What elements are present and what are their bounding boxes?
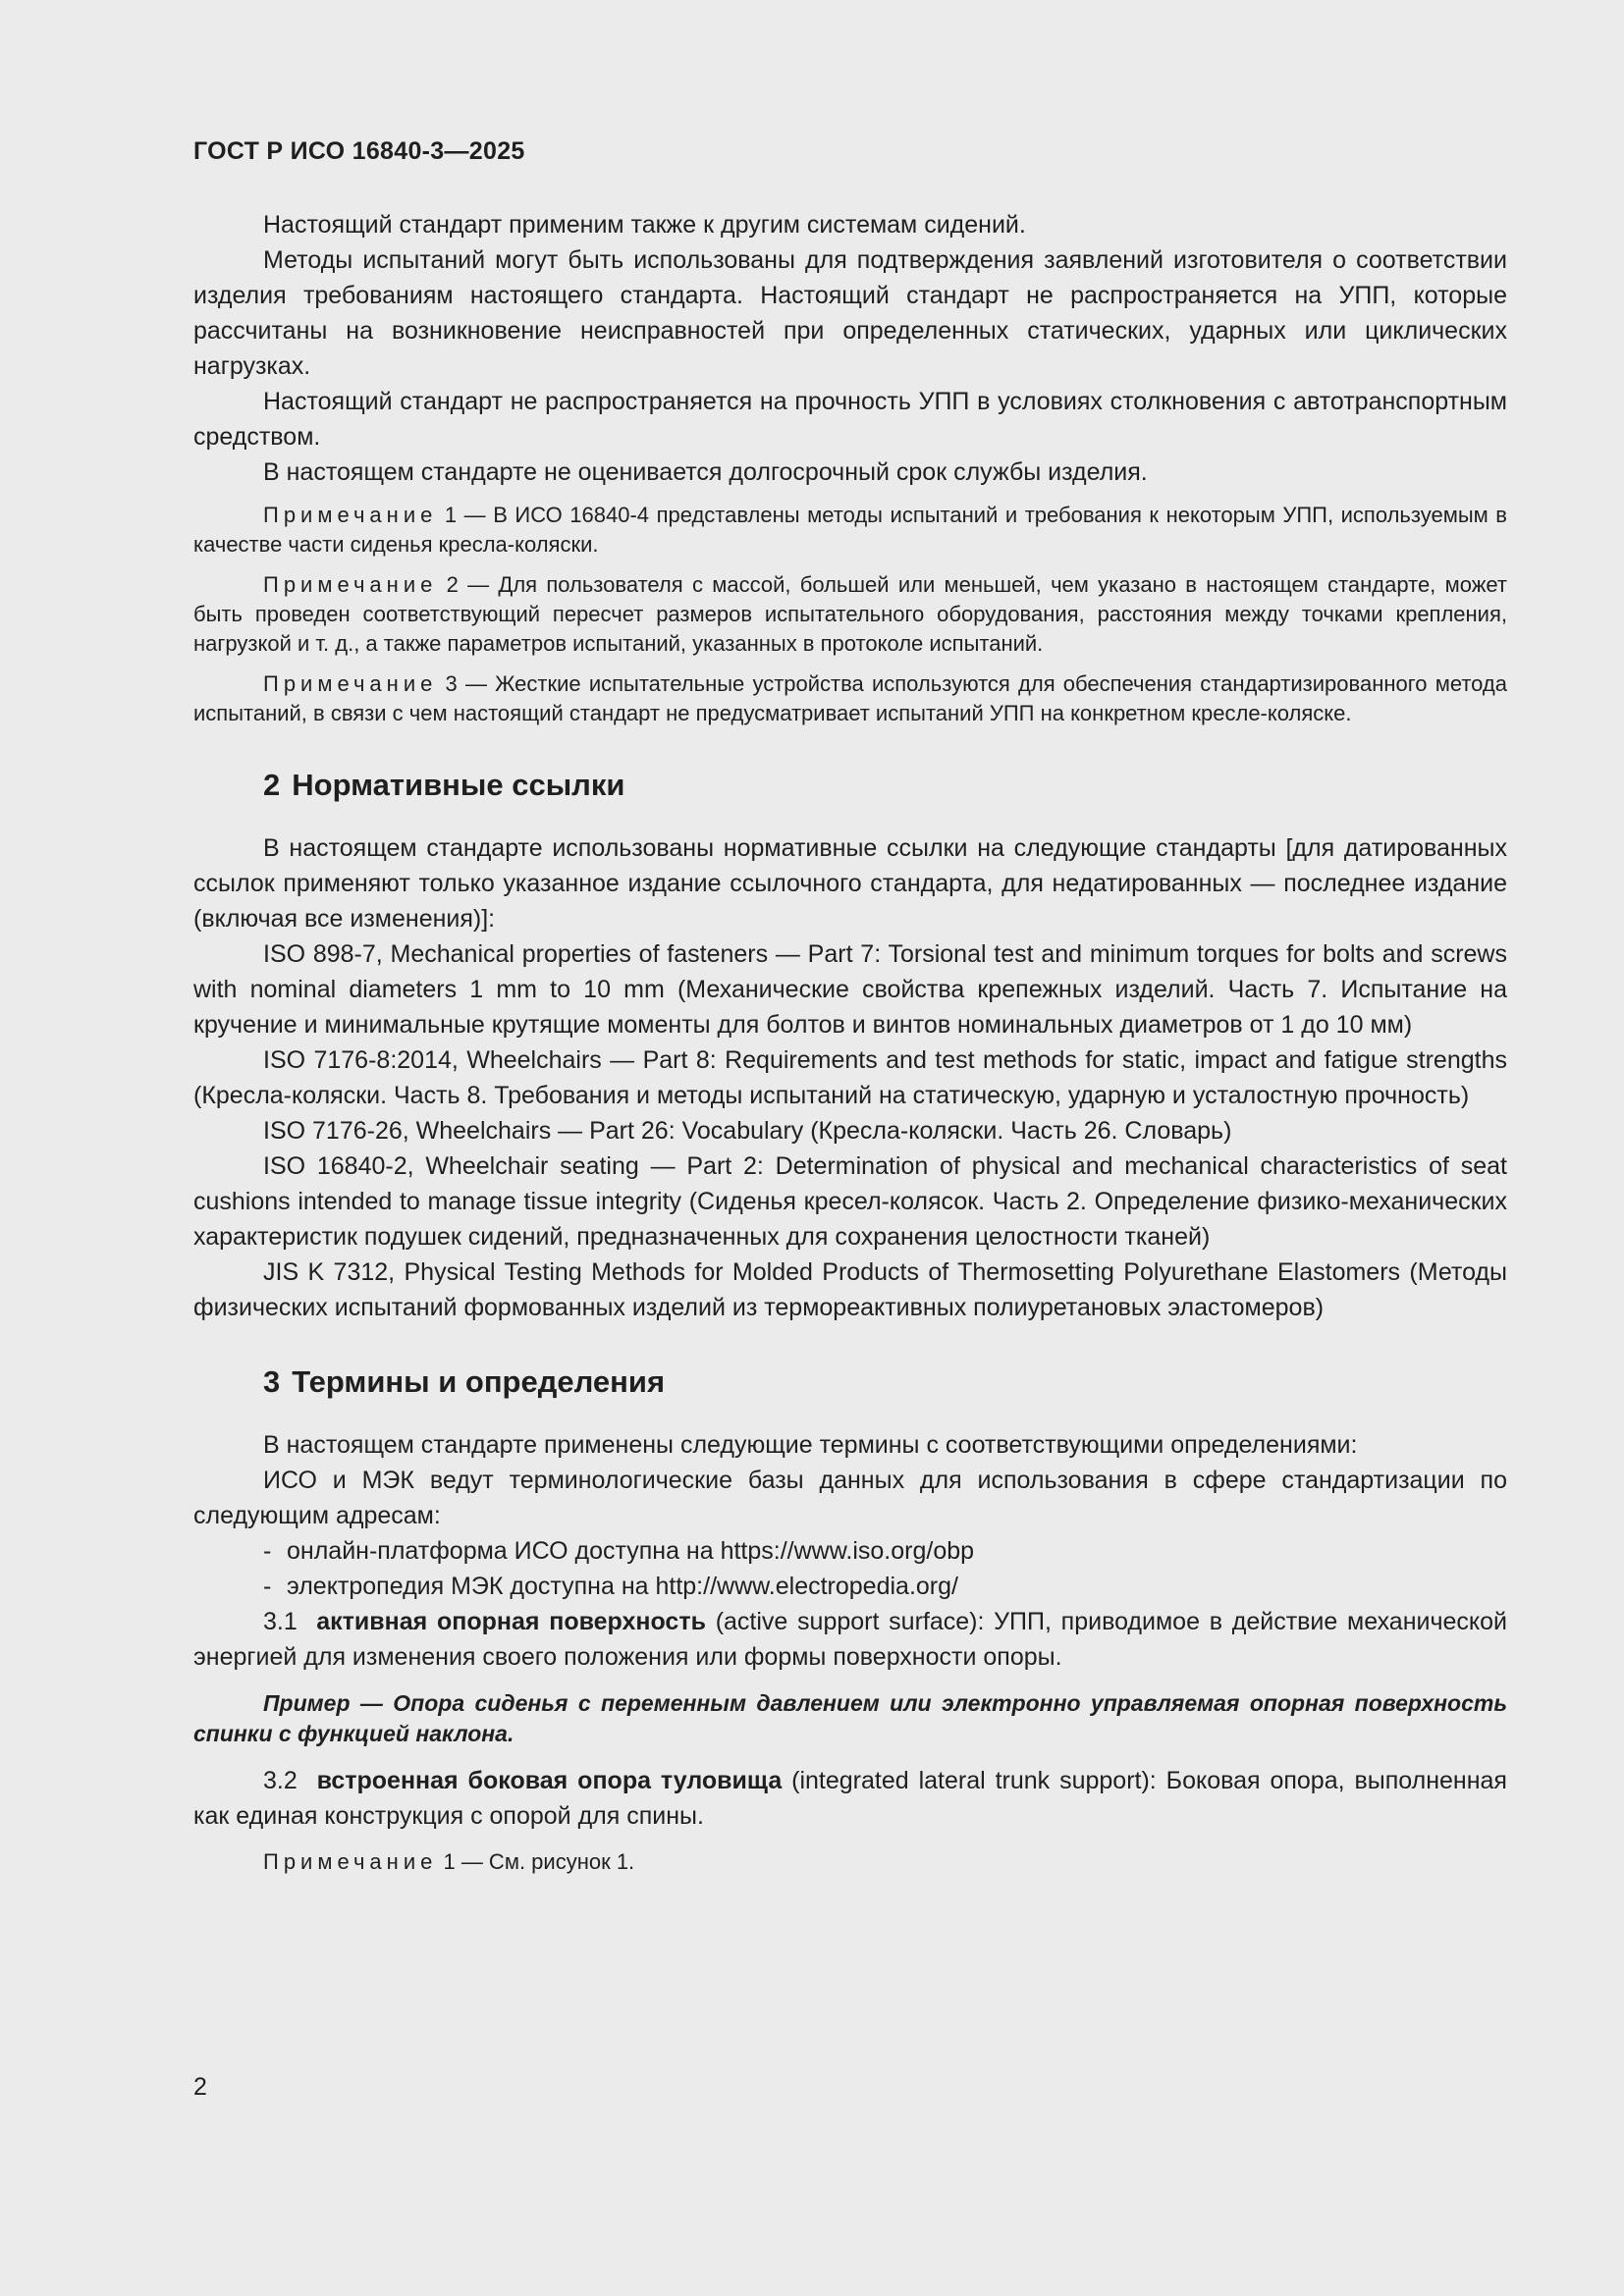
section-title: Термины и определения: [292, 1364, 666, 1399]
list-item: [193, 1533, 1507, 1569]
scope-paragraph: Настоящий стандарт применим также к другим системам сидений.: [263, 211, 1026, 239]
note: [193, 1847, 1507, 1877]
note-text: 2 — Для пользователя с массой, большей или меньшей, чем указано в настоящем стандарте, может быть проведен соответствующий пересчет размеров испытательного оборудования, расстояния между точками крепления, нагрузкой и т. д., а также параметров испытаний, указанных в протоколе испытаний.: [193, 572, 1507, 656]
scope-paragraph: Настоящий стандарт не распространяется на прочность УПП в условиях столкновения с автотранспортным средством.: [193, 388, 1507, 451]
note-text: 1 — См. рисунок 1.: [443, 1849, 635, 1874]
list-item: [193, 1569, 1507, 1604]
note-label: Примечание: [263, 572, 438, 597]
section-title: Нормативные ссылки: [292, 768, 625, 802]
term-number: 3.1: [263, 1608, 298, 1635]
section-number: 3: [263, 1364, 281, 1399]
section-number: 2: [263, 768, 281, 802]
page-number: 2: [193, 2073, 207, 2101]
term-name: активная опорная поверхность: [316, 1608, 706, 1635]
normative-reference: ISO 7176-8:2014, Wheelchairs — Part 8: Requirements and test methods for static, impact and fatigue strengths (Кресла-коляски. Часть 8. Требования и методы испытаний на статическую, ударную и усталостную прочность): [193, 1046, 1507, 1109]
note-text: 3 — Жесткие испытательные устройства используются для обеспечения стандартизированного метода испытаний, в связи с чем настоящий стандарт не предусматривает испытаний УПП на конкретном кресле-коляске.: [193, 671, 1507, 725]
term-definition: [193, 1604, 1507, 1675]
dash-marker: -: [263, 1537, 272, 1565]
note: [193, 570, 1507, 659]
note-label: Примечание: [263, 503, 438, 527]
iso-iec-paragraph: ИСО и МЭК ведут терминологические базы данных для использования в сфере стандартизации по следующим адресам:: [193, 1467, 1507, 1529]
scope-paragraph: В настоящем стандарте не оценивается долгосрочный срок службы изделия.: [263, 458, 1148, 486]
dash-marker: -: [263, 1573, 272, 1600]
list-item-text: электропедия МЭК доступна на http://www.electropedia.org/: [287, 1573, 958, 1600]
section-intro: В настоящем стандарте использованы нормативные ссылки на следующие стандарты [для датированных ссылок применяют только указанное издание ссылочного стандарта, для недатированных — последнее издание (включая все изменения)]:: [193, 834, 1507, 933]
note-label: Примечание: [263, 671, 438, 696]
section-heading: [193, 1362, 1507, 1402]
note: [193, 501, 1507, 560]
normative-reference: JIS K 7312, Physical Testing Methods for Molded Products of Thermosetting Polyurethane Elastomers (Методы физических испытаний формованных изделий из термореактивных полиуретановых эластомеров): [193, 1258, 1507, 1321]
document-page: [193, 137, 1507, 1882]
example: Пример — Опора сиденья с переменным давлением или электронно управляемая опорная поверхность спинки с функцией наклона.: [193, 1690, 1507, 1746]
normative-reference: ISO 898-7, Mechanical properties of fasteners — Part 7: Torsional test and minimum torques for bolts and screws with nominal diameters 1 mm to 10 mm (Механические свойства крепежных изделий. Часть 7. Испытание на кручение и минимальные крутящие моменты для болтов и винтов номинальных диаметров от 1 до 10 мм): [193, 940, 1507, 1039]
normative-reference: ISO 16840-2, Wheelchair seating — Part 2: Determination of physical and mechanical characteristics of seat cushions intended to manage tissue integrity (Сиденья кресел-колясок. Часть 2. Определение физико-механических характеристик подушек сидений, предназначенных для сохранения целостности тканей): [193, 1152, 1507, 1251]
normative-reference: ISO 7176-26, Wheelchairs — Part 26: Vocabulary (Кресла-коляски. Часть 26. Словарь): [263, 1117, 1232, 1145]
term-definition: [193, 1763, 1507, 1834]
note-text: 1 — В ИСО 16840-4 представлены методы испытаний и требования к некоторым УПП, используемым в качестве части сиденья кресла-коляски.: [193, 503, 1507, 557]
term-text: (active support surface): УПП, приводимое в действие механической энергией для изменения своего положения или формы поверхности опоры.: [193, 1608, 1507, 1671]
term-number: 3.2: [263, 1767, 298, 1794]
note: [193, 669, 1507, 728]
term-text: (integrated lateral trunk support): Боковая опора, выполненная как единая конструкция с опорой для спины.: [193, 1767, 1507, 1830]
list-item-text: онлайн-платформа ИСО доступна на https://www.iso.org/obp: [287, 1537, 975, 1565]
note-label: Примечание: [263, 1849, 438, 1874]
term-name: встроенная боковая опора туловища: [316, 1767, 783, 1794]
scope-paragraph: Методы испытаний могут быть использованы для подтверждения заявлений изготовителя о соответствии изделия требованиям настоящего стандарта. Настоящий стандарт не распространяется на УПП, которые рассчитаны на возникновение неисправностей при определенных статических, ударных или циклических нагрузках.: [193, 246, 1507, 380]
section-heading: [193, 766, 1507, 805]
document-code: ГОСТ Р ИСО 16840-3—2025: [193, 137, 525, 165]
section-intro: В настоящем стандарте применены следующие термины с соответствующими определениями:: [263, 1431, 1358, 1459]
